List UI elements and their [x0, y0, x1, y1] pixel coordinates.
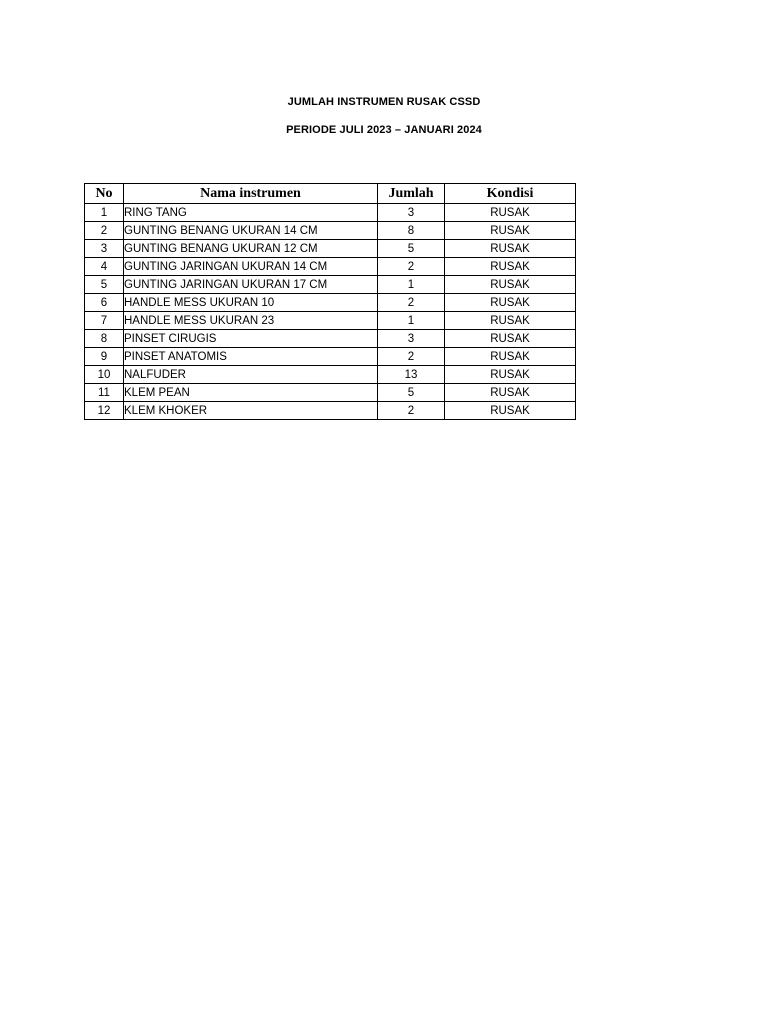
table-row	[85, 384, 576, 402]
instrument-table	[84, 183, 576, 420]
cell-name: HANDLE MESS UKURAN 10	[124, 294, 378, 312]
table-row	[85, 402, 576, 420]
cell-qty: 1	[378, 312, 445, 330]
cell-no: 8	[85, 330, 124, 348]
table-row	[85, 366, 576, 384]
table-row	[85, 222, 576, 240]
table-row	[85, 276, 576, 294]
cell-name: PINSET CIRUGIS	[124, 330, 378, 348]
cell-condition: RUSAK	[445, 312, 576, 330]
cell-condition: RUSAK	[445, 330, 576, 348]
cell-no: 12	[85, 402, 124, 420]
document-subtitle: PERIODE JULI 2023 – JANUARI 2024	[286, 124, 482, 136]
cell-name: HANDLE MESS UKURAN 23	[124, 312, 378, 330]
cell-condition: RUSAK	[445, 204, 576, 222]
cell-qty: 5	[378, 384, 445, 402]
cell-name: KLEM PEAN	[124, 384, 378, 402]
cell-name: GUNTING BENANG UKURAN 12 CM	[124, 240, 378, 258]
header-qty: Jumlah	[378, 184, 445, 204]
table-row	[85, 330, 576, 348]
cell-qty: 2	[378, 402, 445, 420]
table-row	[85, 240, 576, 258]
cell-no: 4	[85, 258, 124, 276]
cell-qty: 5	[378, 240, 445, 258]
cell-qty: 8	[378, 222, 445, 240]
cell-condition: RUSAK	[445, 222, 576, 240]
table-row	[85, 204, 576, 222]
cell-name: GUNTING JARINGAN UKURAN 17 CM	[124, 276, 378, 294]
cell-no: 5	[85, 276, 124, 294]
cell-no: 9	[85, 348, 124, 366]
cell-qty: 13	[378, 366, 445, 384]
table-header-row	[85, 184, 576, 204]
cell-condition: RUSAK	[445, 258, 576, 276]
cell-condition: RUSAK	[445, 276, 576, 294]
cell-qty: 3	[378, 330, 445, 348]
cell-no: 1	[85, 204, 124, 222]
table-row	[85, 294, 576, 312]
cell-name: PINSET ANATOMIS	[124, 348, 378, 366]
cell-condition: RUSAK	[445, 348, 576, 366]
cell-qty: 2	[378, 294, 445, 312]
cell-no: 2	[85, 222, 124, 240]
cell-condition: RUSAK	[445, 384, 576, 402]
cell-qty: 3	[378, 204, 445, 222]
cell-condition: RUSAK	[445, 240, 576, 258]
header-no: No	[85, 184, 124, 204]
table-row	[85, 348, 576, 366]
cell-no: 11	[85, 384, 124, 402]
table-row	[85, 312, 576, 330]
cell-qty: 2	[378, 258, 445, 276]
cell-name: RING TANG	[124, 204, 378, 222]
cell-name: KLEM KHOKER	[124, 402, 378, 420]
cell-name: NALFUDER	[124, 366, 378, 384]
cell-name: GUNTING BENANG UKURAN 14 CM	[124, 222, 378, 240]
document-title: JUMLAH INSTRUMEN RUSAK CSSD	[287, 96, 481, 108]
header-condition: Kondisi	[445, 184, 576, 204]
cell-condition: RUSAK	[445, 294, 576, 312]
table-row	[85, 258, 576, 276]
cell-qty: 2	[378, 348, 445, 366]
cell-no: 7	[85, 312, 124, 330]
cell-no: 10	[85, 366, 124, 384]
cell-condition: RUSAK	[445, 366, 576, 384]
cell-no: 3	[85, 240, 124, 258]
cell-name: GUNTING JARINGAN UKURAN 14 CM	[124, 258, 378, 276]
cell-qty: 1	[378, 276, 445, 294]
cell-condition: RUSAK	[445, 402, 576, 420]
header-name: Nama instrumen	[124, 184, 378, 204]
cell-no: 6	[85, 294, 124, 312]
